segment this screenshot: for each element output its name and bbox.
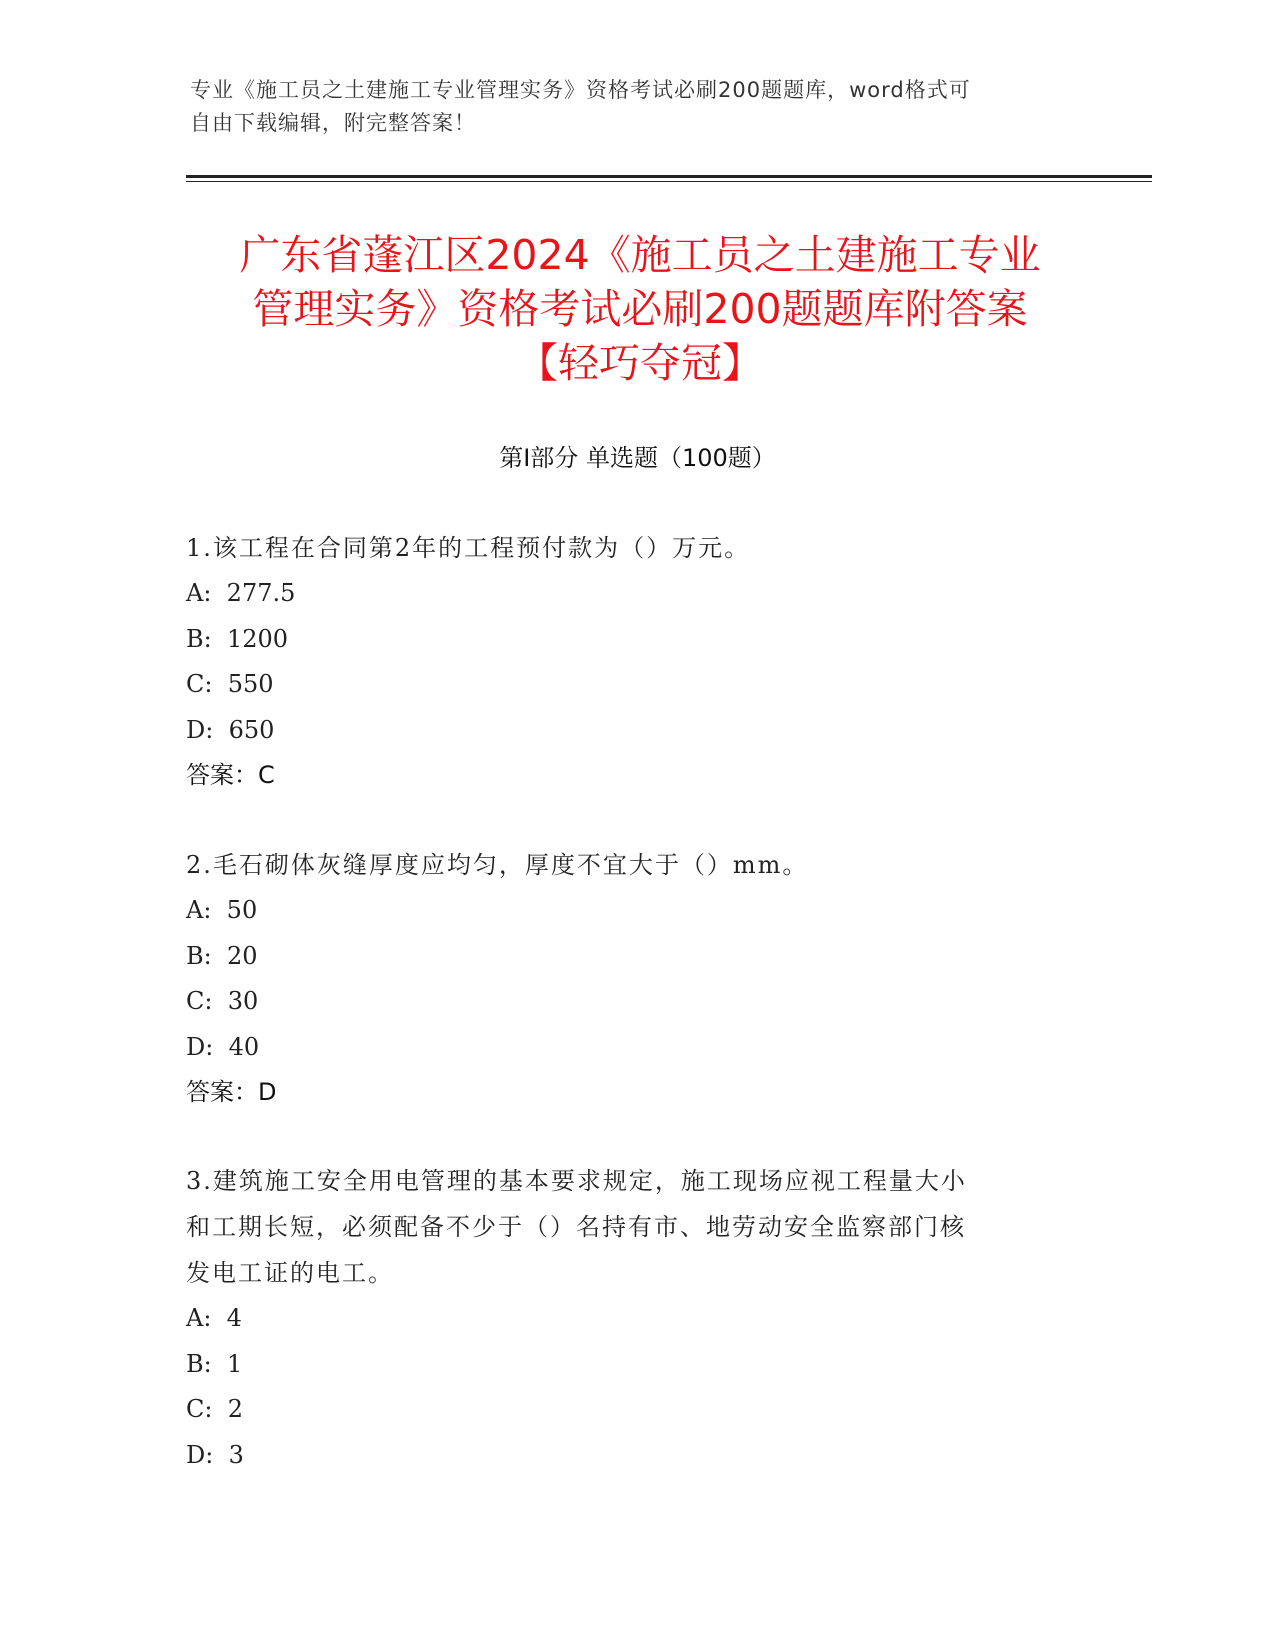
main-title-line-2: 管理实务》资格考试必刷200题题库附答案 [252, 285, 1028, 333]
question-1-option-c: C: 550 [186, 670, 274, 698]
section-title: 第Ⅰ部分 单选题（100题） [499, 444, 776, 472]
main-title-line-1: 广东省蓬江区2024《施工员之土建施工专业 [239, 231, 1041, 279]
main-title [160, 228, 1120, 390]
question-2 [186, 842, 1086, 1115]
question-3-option-c: C: 2 [186, 1395, 243, 1423]
question-2-answer: 答案：D [186, 1078, 277, 1106]
question-3-text-line-3: 发电工证的电工。 [186, 1259, 394, 1287]
question-3-text-line-2: 和工期长短，必须配备不少于（）名持有市、地劳动安全监察部门核 [186, 1213, 966, 1241]
question-3-option-b: B: 1 [186, 1349, 243, 1378]
question-1-option-d: D: 650 [186, 715, 275, 744]
question-3-option-a: A: 4 [186, 1304, 242, 1332]
question-2-option-d: D: 40 [186, 1032, 260, 1061]
header-rule-thick [186, 175, 1152, 178]
question-2-text: 2.毛石砌体灰缝厚度应均匀，厚度不宜大于（）mm。 [186, 851, 809, 879]
question-1 [186, 525, 1086, 798]
question-2-option-c: C: 30 [186, 987, 259, 1015]
question-3-text-line-1: 3.建筑施工安全用电管理的基本要求规定，施工现场应视工程量大小 [186, 1167, 967, 1195]
header-line-1: 专业《施工员之土建施工专业管理实务》资格考试必刷200题题库，word格式可 [190, 78, 971, 102]
question-3 [186, 1158, 1086, 1478]
question-1-text: 1.该工程在合同第2年的工程预付款为（）万元。 [186, 534, 751, 562]
header-line-2: 自由下载编辑，附完整答案！ [190, 111, 476, 135]
header-rule-thin [186, 181, 1152, 182]
question-2-option-b: B: 20 [186, 941, 258, 970]
question-1-answer: 答案：C [186, 761, 275, 789]
question-1-option-a: A: 277.5 [186, 579, 296, 607]
main-title-line-3: 【轻巧夺冠】 [517, 339, 763, 387]
document-header [190, 74, 1070, 140]
question-1-option-b: B: 1200 [186, 624, 289, 653]
question-2-option-a: A: 50 [186, 896, 258, 924]
question-3-option-d: D: 3 [186, 1440, 244, 1469]
